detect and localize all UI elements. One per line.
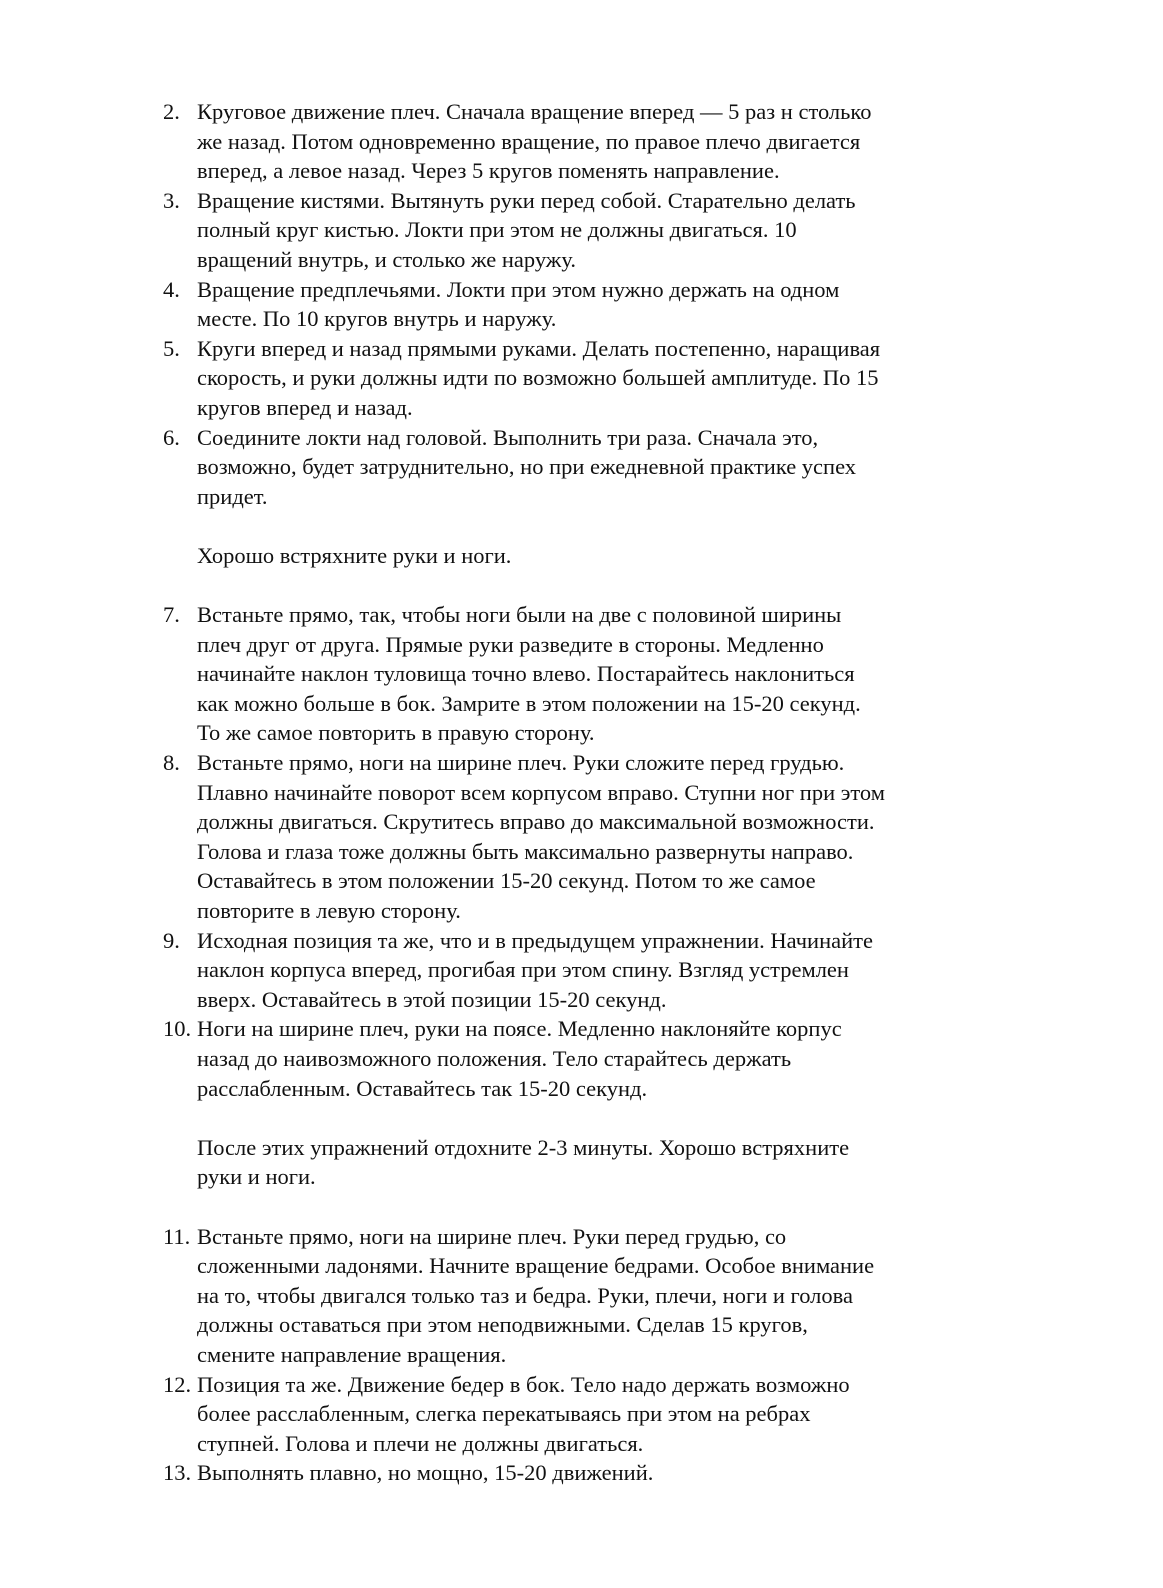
list-item [163,748,1023,926]
item-text: Выполнять плавно, но мощно, 15-20 движений. [197,1460,654,1486]
item-text: Встаньте прямо, ноги на ширине плеч. Руки перед грудью, со сложенными ладонями. Начните вращение бедрами. Особое внимание на то, чтобы двигался только таз и бедра. Руки, плечи, ноги и голова должны оставаться при этом неподвижными. Сделав 15 кругов, смените направление вращения. [197,1223,875,1367]
item-number: 2. [163,99,180,124]
item-text: Круги вперед и назад прямыми руками. Делать постепенно, наращивая скорость, и руки должны идти по возможно большей амплитуде. По 15 кругов вперед и назад. [197,335,881,420]
list-item [163,1222,1023,1370]
item-number: 4. [163,276,180,302]
list-item [163,1370,1023,1459]
item-number: 8. [163,750,180,776]
item-text: Вращение кистями. Вытянуть руки перед собой. Старательно делать полный круг кистью. Локти при этом не должны двигаться. 10 вращений внутрь, и столько же наружу. [197,187,856,272]
list-item [163,275,1023,334]
paragraph-spacer [163,571,1023,601]
item-number: 11. [163,1223,191,1249]
item-text: Встаньте прямо, ноги на ширине плеч. Руки сложите перед грудью. Плавно начинайте поворот всем корпусом вправо. Ступни ног при этом должны двигаться. Скрутитесь вправо до максимальной возможности. Голова и глаза тоже должны быть максимально развернуты направо. Оставайтесь в этом положении 15-20 секунд. Потом то же самое повторите в левую сторону. [197,750,885,924]
item-text: Соедините локти над головой. Выполнить три раза. Сначала это, возможно, будет затруднительно, но при ежедневной практике успех придет. [197,424,857,509]
paragraph-spacer [163,1192,1023,1222]
document-body [163,97,1023,1488]
list-item [163,1458,1023,1488]
item-text: Позиция та же. Движение бедер в бок. Тело надо держать возможно более расслабленным, слегка перекатываясь при этом на ребрах ступней. Голова и плечи не должны двигаться. [197,1371,850,1456]
note-paragraph: После этих упражнений отдохните 2-3 минуты. Хорошо встряхните руки и ноги. [197,1134,850,1190]
item-number: 5. [163,335,180,361]
list-item [163,1014,1023,1103]
item-number: 3. [163,187,180,213]
list-item [163,926,1023,1015]
item-number: 7. [163,602,180,628]
item-number: 6. [163,424,180,450]
item-number: 10. [163,1016,192,1042]
item-number: 9. [163,927,180,953]
item-text: Исходная позиция та же, что и в предыдущем упражнении. Начинайте наклон корпуса вперед, прогибая при этом спину. Взгляд устремлен вверх. Оставайтесь в этой позиции 15-20 секунд. [197,927,873,1012]
item-text: Вращение предплечьями. Локти при этом нужно держать на одном месте. По 10 кругов внутрь и наружу. [197,276,840,332]
list-item [163,600,1023,748]
item-text: Ноги на ширине плеч, руки на поясе. Медленно наклоняйте корпус назад до наивозможного положения. Тело старайтесь держать расслабленным. Оставайтесь так 15-20 секунд. [197,1016,842,1101]
list-item [163,186,1023,275]
list-item [163,334,1023,423]
list-item [163,423,1023,512]
paragraph-spacer [163,1103,1023,1133]
item-text: Встаньте прямо, так, чтобы ноги были на две с половиной ширины плеч друг от друга. Прямые руки разведите в стороны. Медленно начинайте наклон туловища точно влево. Постарайтесь наклониться как можно больше в бок. Замрите в этом положении на 15-20 секунд. То же самое повторить в правую сторону. [197,602,861,746]
item-number: 12. [163,1371,192,1397]
item-text: Круговое движение плеч. Сначала вращение вперед — 5 раз н столько же назад. Потом одновременно вращение, по правое плечо двигается вперед, а левое назад. Через 5 кругов поменять направление. [197,99,872,184]
paragraph-spacer [163,511,1023,541]
note-paragraph: Хорошо встряхните руки и ноги. [197,542,512,568]
item-number: 13. [163,1460,192,1486]
list-item [163,97,1023,186]
